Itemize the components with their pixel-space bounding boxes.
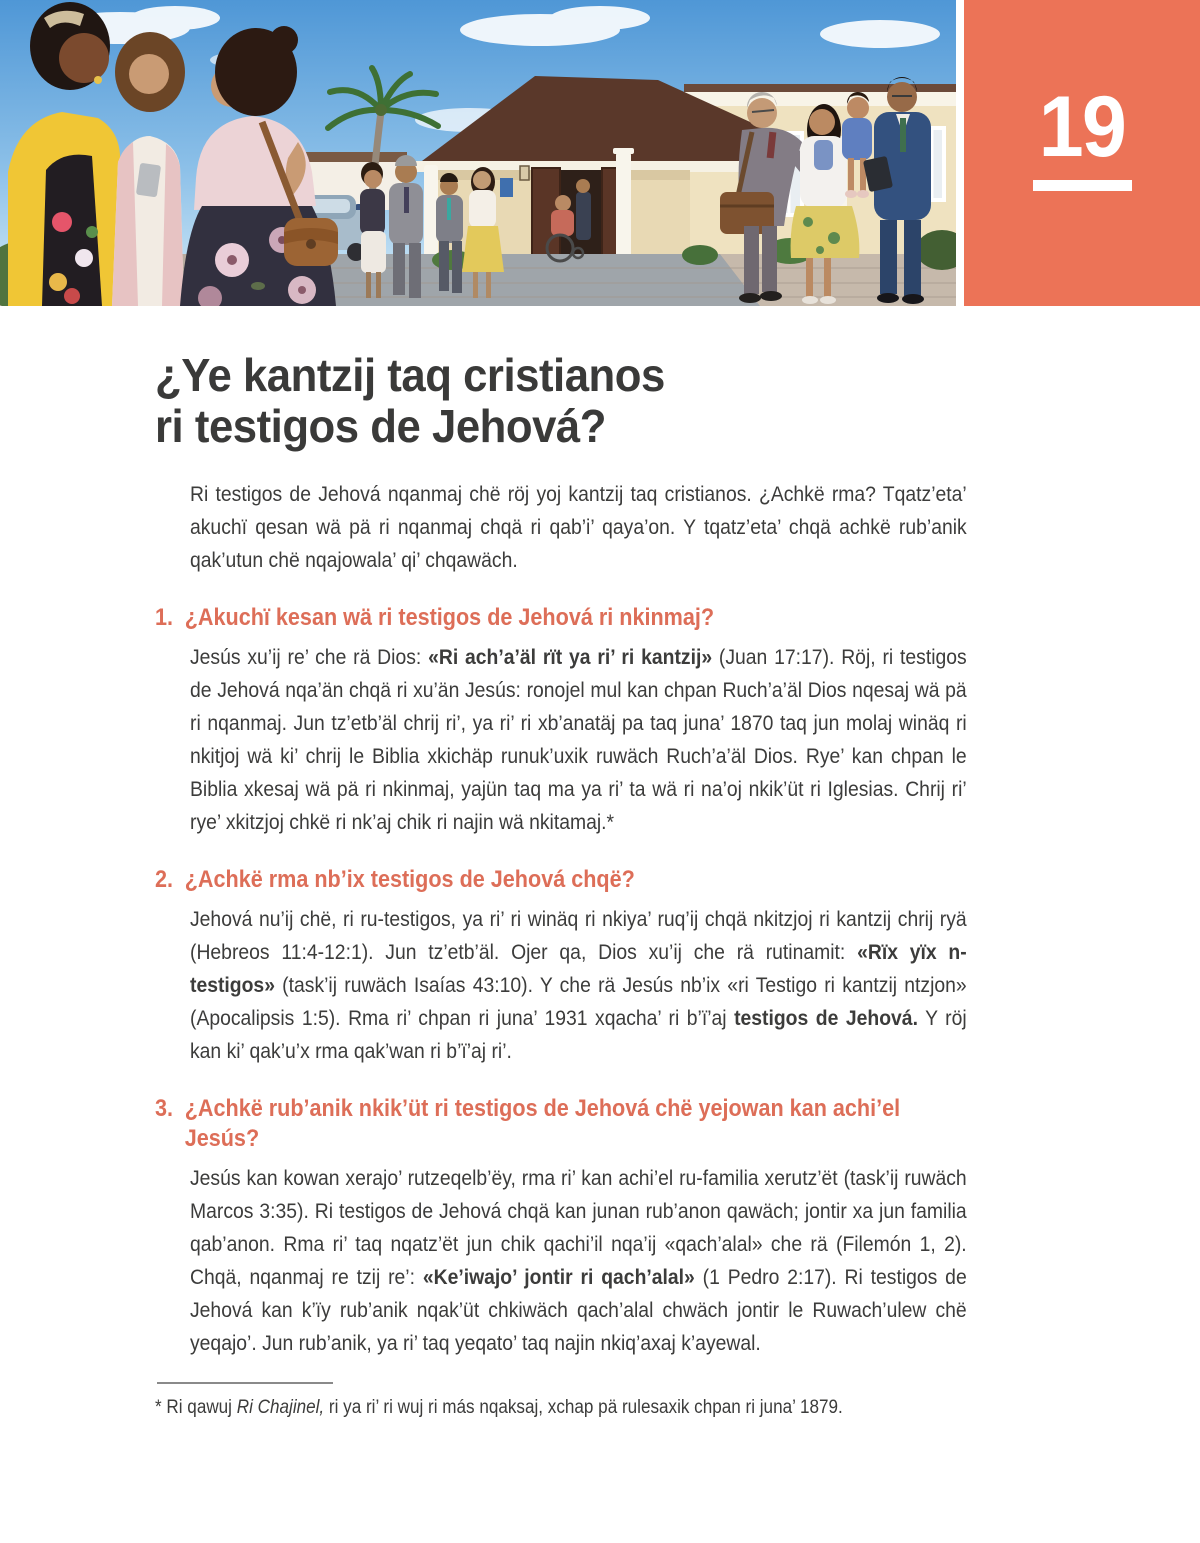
question-3-heading-text: ¿Achkë rub’anik nkik’üt ri testigos de Jehová chë yejowan kan achi’el Jesús? <box>184 1095 901 1152</box>
woman-white-dress <box>112 32 185 306</box>
footnote: * Ri qawuj Ri Chajinel, ri ya ri’ ri wuj ri más nqaksaj, xchap pä rulesaxik chpan ri juna’ 1879. <box>155 1397 843 1418</box>
question-3-number: 3. <box>155 1095 174 1122</box>
question-1 <box>155 603 967 839</box>
question-2-body: Jehová nu’ij chë, ri ru-testigos, ya ri’ ri winäq ri nkiya’ ruq’ij chqä nkitzjoj ri kantzij chrij ryä (Hebreos 11:4-12:1). Jun tz’etb’äl. Ojer qa, Dios xu’ij che rä rutinamit: «Rïx yïx n-testigos» (task’ij ruwäch Isaías 43:10). Y che rä Jesús nb’ix «ri Testigo ri kantzij ntzjon» (Apocalipsis 1:5). Rma ri’ chpan ri juna’ 1931 xqacha’ ri b’ï’aj testigos de Jehová. Y röj kan ki’ qak’u’x rma qak’wan ri b’ï’aj ri’. <box>190 907 967 1063</box>
lesson-number-badge <box>964 0 1200 306</box>
article-title <box>155 350 966 452</box>
lesson-number: 19 <box>1038 79 1126 175</box>
kingdom-hall-scene <box>0 0 956 306</box>
question-1-number: 1. <box>155 604 174 631</box>
question-2-heading <box>155 865 967 895</box>
hero-photo <box>0 0 956 306</box>
question-2-number: 2. <box>155 866 174 893</box>
lesson-number-underline <box>1033 180 1132 191</box>
hero-banner <box>0 0 1200 306</box>
intro-paragraph: Ri testigos de Jehová nqanmaj chë röj yoj kantzij taq cristianos. ¿Achkë rma? Tqatz’eta’ akuchï qesan wä pä ri nqanmaj chqä ri qab’i’ qaya’on. Y tqatz’eta’ chqä achkë rub’anik qak’utun chë nqajowala’ qi’ chqawäch. <box>190 482 967 572</box>
left-group-women <box>8 2 338 306</box>
footnote-rule <box>157 1382 333 1384</box>
question-3-heading <box>155 1094 967 1154</box>
article-title-line-1: ¿Ye kantzij taq cristianos <box>155 349 665 401</box>
question-1-heading-text: ¿Akuchï kesan wä ri testigos de Jehová ri nkinmaj? <box>184 604 715 631</box>
question-2 <box>155 865 967 1068</box>
article-content <box>155 350 967 1421</box>
footnote-section <box>155 1382 967 1421</box>
question-1-heading <box>155 603 967 633</box>
article-title-line-2: ri testigos de Jehová? <box>155 400 606 452</box>
question-2-heading-text: ¿Achkë rma nb’ix testigos de Jehová chqë? <box>184 866 635 893</box>
question-3-body: Jesús kan kowan xerajo’ rutzeqelb’ëy, rma ri’ kan achi’el ru-familia xerutz’ët (task’ij ruwäch Marcos 3:35). Ri testigos de Jehová chqä kan junan rub’anon qawäch; jontir xa jun familia qab’anon. Rma ri’ taq nqatz’ët jun chik qachi’il nqa’ij «qach’alal» che rä (Filemón 1, 2). Chqä, nqanmaj re tzij re’: «Ke’iwajo’ jontir ri qach’alal» (1 Pedro 2:17). Ri testigos de Jehová kan k’ïy rub’anik nqak’üt chkiwäch qach’alal chwäch jontir le Ruwach’ulew chë yeqajo’. Jun rub’anik, ya ri’ taq yeqato’ taq najin nkiq’axaj k’ayewal. <box>190 1166 967 1355</box>
question-1-body: Jesús xu’ij re’ che rä Dios: «Ri ach’a’äl rït ya ri’ ri kantzij» (Juan 17:17). Röj, ri testigos de Jehová nqa’än chqä ri xu’än Jesús: ronojel mul kan chpan Ruch’a’äl Dios nqesaj wä pä ri nqanmaj. Jun tz’etb’äl chrij ri’, ya ri’ ri xb’anatäj pa taq juna’ 1870 taq jun molaj winäq ri nkitjoj wä ki’ chrij le Biblia xkichäp runuk’uxik ruwäch Ruch’a’äl Dios. Rye’ kan chpan le Biblia xkesaj wä pä ri nkinmaj, yajün taq ma ya ri’ ta wä ri na’oj nkik’üt ri Iglesias. Chrij ri’ rye’ xkitzjoj chkë ri nk’aj chik ri najin wä nkitamaj.* <box>190 645 967 834</box>
question-3 <box>155 1094 967 1360</box>
jw-sign <box>500 178 513 197</box>
wall-lamp <box>520 166 529 180</box>
